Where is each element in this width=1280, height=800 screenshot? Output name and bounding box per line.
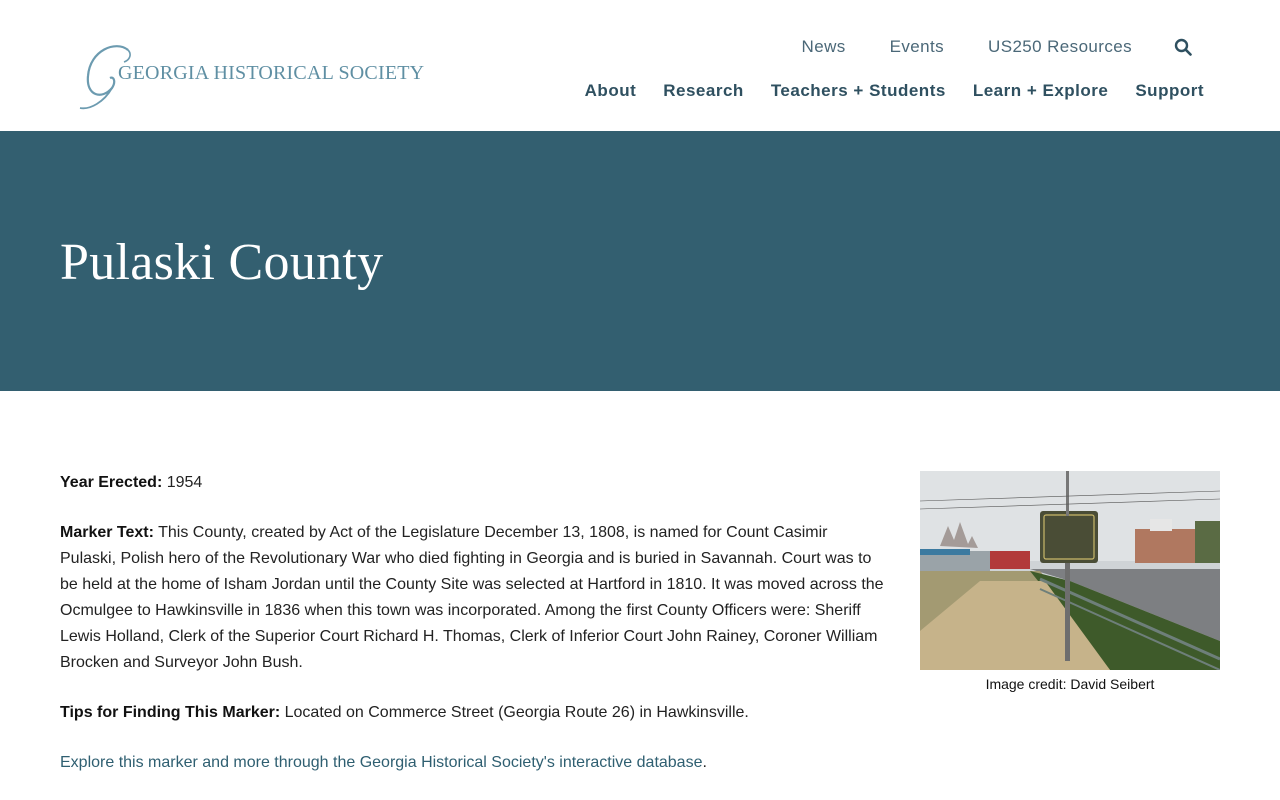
marker-figure [920,471,1220,692]
marker-text-value: This County, created by Act of the Legislature December 13, 1808, is named for Count Casimir Pulaski, Polish hero of the Revolutionary War who died fighting in Georgia and is buried in Savannah. Court was to be held at the home of Isham Jordan until the County Site was selected at Hartford in 1810. It was moved across the Ocmulgee to Hawkinsville in 1836 when this town was incorporated. Among the first County Officers were: Sheriff Lewis Holland, Clerk of the Superior Court Richard H. Thomas, Clerk of Inferior Court John Rainey, Coroner William Brocken and Surveyor John Bush. [60,524,884,671]
marker-text-label: Marker Text: [60,524,154,541]
finding-tips-value: Located on Commerce Street (Georgia Route 26) in Hawkinsville. [284,704,749,721]
explore-suffix: . [702,754,707,771]
search-icon [1174,38,1192,56]
site-logo[interactable] [76,40,425,112]
nav-research[interactable]: Research [663,81,744,100]
hero-banner [0,131,1280,391]
nav-about[interactable]: About [584,81,637,100]
page-title: Pulaski County [60,234,384,291]
marker-content [60,470,885,800]
image-credit: Image credit: David Seibert [985,676,1155,692]
search-button[interactable] [1172,36,1194,58]
nav-us250-resources[interactable]: US250 Resources [988,37,1132,56]
marker-photo[interactable] [920,471,1220,670]
year-erected [60,470,885,496]
utility-nav [802,36,1194,58]
finding-tips [60,700,885,726]
explore-database-link[interactable]: Explore this marker and more through the Georgia Historical Society's interactive database [60,754,703,771]
nav-events[interactable]: Events [889,37,945,56]
nav-news[interactable]: News [801,37,846,56]
explore-paragraph [60,750,885,776]
nav-teachers-students[interactable]: Teachers + Students [770,81,946,100]
logo-text: GEORGIA HISTORICAL SOCIETY [118,62,425,84]
main-nav [585,80,1204,102]
year-erected-label: Year Erected: [60,474,163,491]
marker-text [60,520,885,676]
site-header [0,0,1280,131]
nav-learn-explore[interactable]: Learn + Explore [972,81,1109,100]
finding-tips-label: Tips for Finding This Marker: [60,704,281,721]
year-erected-value: 1954 [166,474,203,491]
nav-support[interactable]: Support [1135,81,1204,100]
